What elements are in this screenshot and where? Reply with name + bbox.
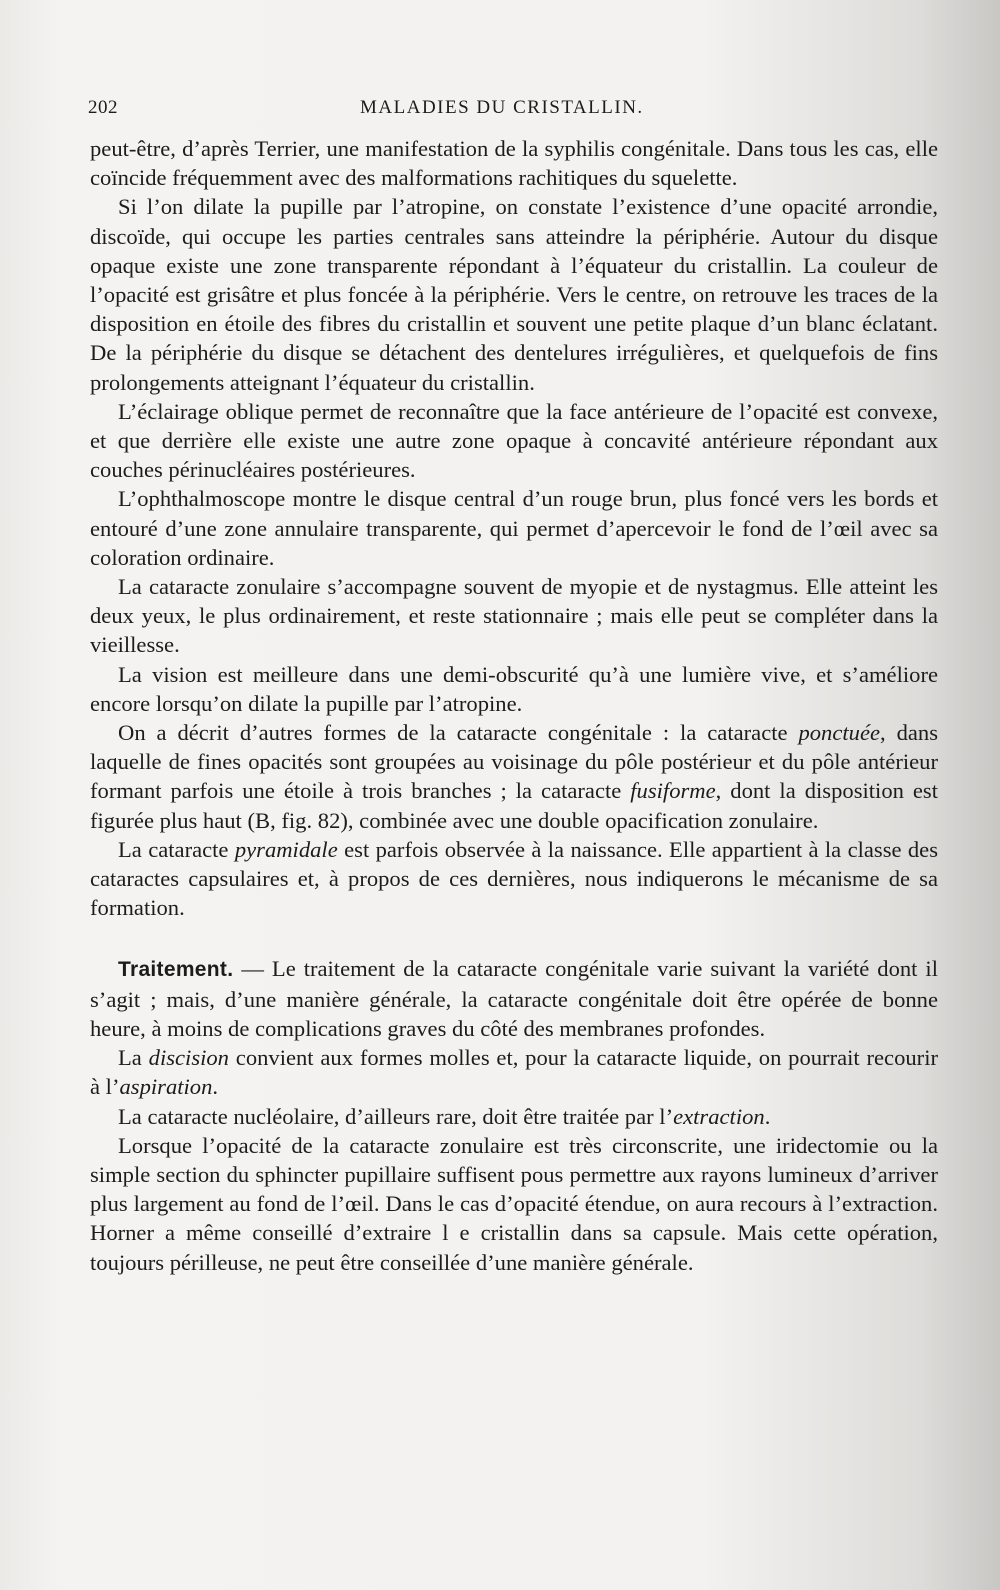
text-run: peut-être, d’après Terrier, une manifestation de la syphilis congénitale. Dans tous les cas, elle coïncide fréquemment avec des malformations rachitiques du squelette. bbox=[90, 136, 938, 191]
text-run: L’éclairage oblique permet de reconnaître que la face antérieure de l’opacité est convexe, et que derrière elle existe une autre zone opaque à concavité antérieure répondant aux couches périnucléaires postérieures. bbox=[90, 398, 938, 483]
italic-term: aspiration bbox=[119, 1074, 213, 1100]
paragraph-7 bbox=[90, 718, 938, 835]
text-run: — Le traitement de la cataracte congénitale varie suivant la variété dont il s’agit ; mais, d’une manière générale, la cataracte congénitale doit être opérée de bonne heure, à moins de complications graves du côté des membranes profondes. bbox=[90, 956, 938, 1041]
text-run: est parfois observée à la naissance. Elle appartient à la classe des cataractes capsulaires et, à propos de ces dernières, nous indiquerons le mécanisme de sa formation. bbox=[90, 836, 939, 921]
text-run: On a décrit d’autres formes de la cataracte congénitale : la cataracte bbox=[118, 720, 799, 746]
text-run: Lorsque l’opacité de la cataracte zonulaire est très circonscrite, une iridectomie ou la simple section du sphincter pupillaire suffisent pous permettre aux rayons lumineux d’arriver plus largement au fond de l’œil. Dans le cas d’opacité étendue, on aura recours à l’extraction. Horner a même conseillé d’extraire l e cristallin dans sa capsule. Mais cette opération, toujours périlleuse, ne peut être conseillée d’une manière générale. bbox=[90, 1132, 938, 1275]
page-number: 202 bbox=[88, 97, 118, 118]
text-run: , dans laquelle de fines opacités sont groupées au voisinage du pôle postérieur et du pôle antérieur formant parfois une étoile à trois branches ; la cataracte bbox=[90, 720, 938, 804]
paragraph-5 bbox=[90, 572, 938, 660]
running-title: MALADIES DU CRISTALLIN. bbox=[360, 97, 644, 118]
paragraph-6 bbox=[90, 660, 938, 718]
paragraph-9 bbox=[90, 1043, 938, 1101]
italic-term: fusiforme bbox=[630, 778, 716, 804]
text-run: . bbox=[212, 1074, 219, 1100]
paragraph-1 bbox=[90, 134, 938, 192]
italic-term: extraction bbox=[673, 1103, 765, 1129]
paragraph-4 bbox=[90, 484, 938, 572]
page-header bbox=[88, 97, 938, 127]
text-run: Si l’on dilate la pupille par l’atropine, on constate l’existence d’une opacité arrondie, discoïde, qui occupe les parties centrales sans atteindre la périphérie. Autour du disque opaque existe une zone transparente répondant à l’équateur du cristallin. La couleur de l’opacité est grisâtre et plus foncée à la périphérie. Vers le centre, on retrouve les traces de la disposition en étoile des fibres du cristallin et souvent une petite plaque d’un blanc éclatant. De la périphérie du disque se détachent des dentelures irrégulières, et quelquefois de fins prolongements atteignant l’équateur du cristallin. bbox=[90, 194, 938, 395]
text-run: La cataracte nucléolaire, d’ailleurs rare, doit être traitée par l’ bbox=[118, 1103, 674, 1129]
italic-term: discision bbox=[148, 1045, 229, 1071]
page-body bbox=[90, 134, 938, 1277]
text-run: L’ophthalmoscope montre le disque central d’un rouge brun, plus foncé vers les bords et entouré d’une zone annulaire transparente, qui permet d’apercevoir le fond de l’œil avec sa coloration ordinaire. bbox=[90, 486, 938, 570]
italic-term: ponctuée bbox=[798, 720, 881, 746]
text-run: . bbox=[764, 1103, 771, 1129]
paragraph-10 bbox=[90, 1102, 938, 1131]
text-run: convient aux formes molles et, pour la cataracte liquide, on pourrait recourir à l’ bbox=[90, 1045, 938, 1100]
paragraph-8 bbox=[90, 835, 938, 923]
paragraph-3 bbox=[90, 397, 938, 485]
paragraph-2 bbox=[90, 192, 938, 396]
text-run: La cataracte zonulaire s’accompagne souvent de myopie et de nystagmus. Elle atteint les deux yeux, le plus ordinairement, et reste stationnaire ; mais elle peut se compléter dans la vieillesse. bbox=[90, 574, 938, 658]
section-heading: Traitement. bbox=[118, 958, 234, 982]
text-run: La vision est meilleure dans une demi-obscurité qu’à une lumière vive, et s’améliore encore lorsqu’on dilate la pupille par l’atropine. bbox=[90, 661, 938, 716]
treatment-paragraph bbox=[90, 954, 938, 1043]
text-run: La cataracte bbox=[118, 836, 235, 862]
text-run: La bbox=[118, 1045, 149, 1071]
text-run: , dont la disposition est figurée plus haut (B, fig. 82), combinée avec une double opacification zonulaire. bbox=[90, 778, 938, 833]
paragraph-11 bbox=[90, 1131, 938, 1277]
italic-term: pyramidale bbox=[234, 836, 338, 862]
